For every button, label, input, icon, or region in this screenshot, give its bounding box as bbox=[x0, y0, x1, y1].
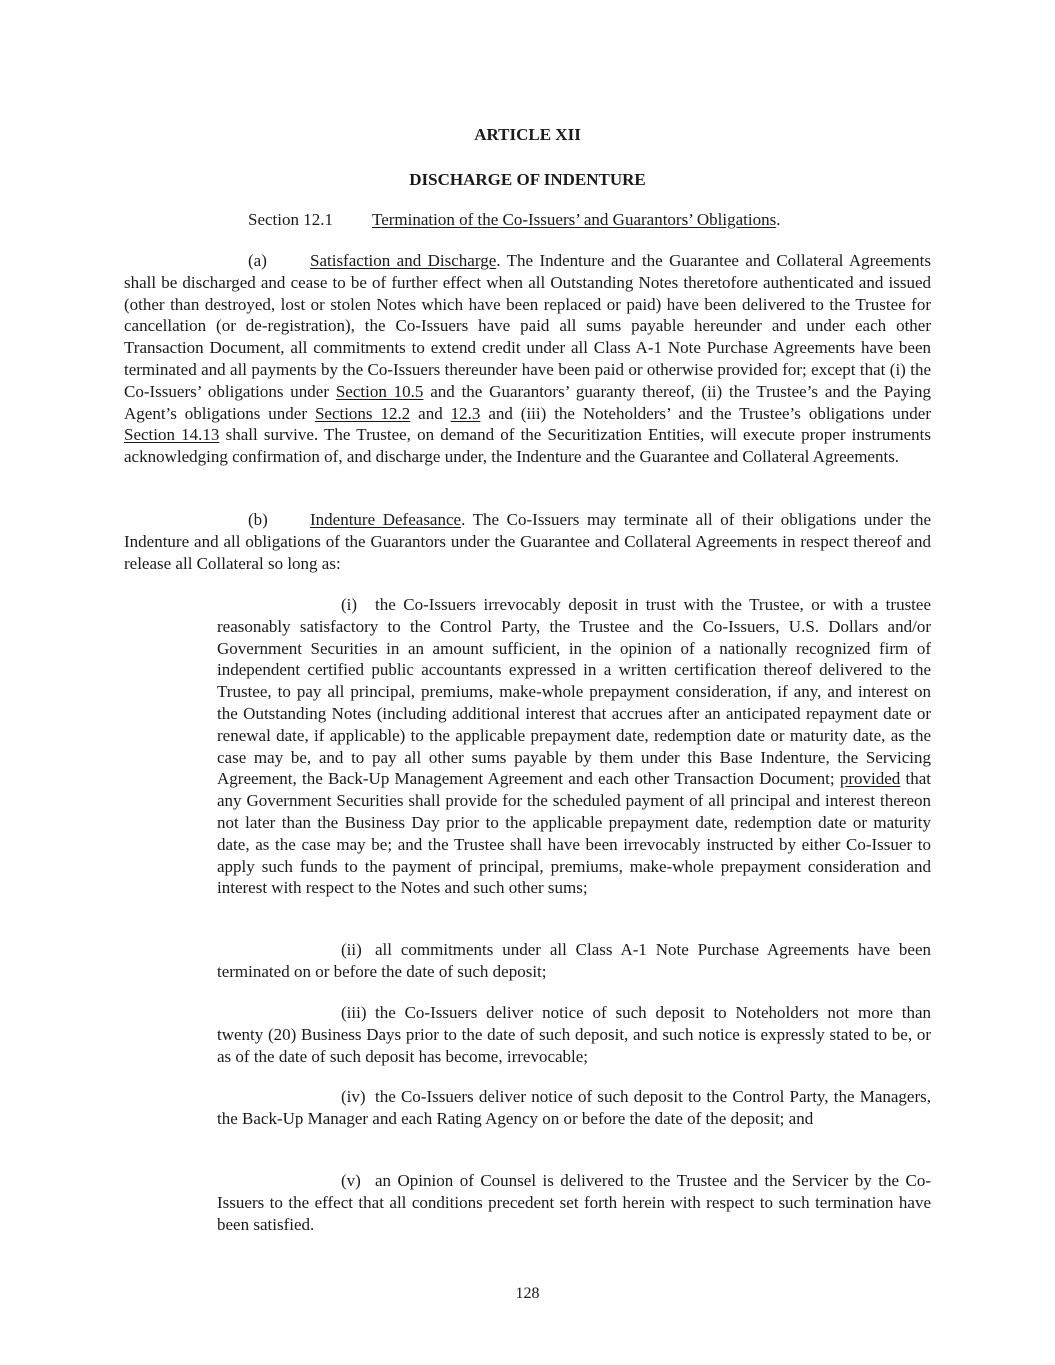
clause-ii bbox=[217, 939, 931, 983]
clause-v-label: (v) bbox=[341, 1171, 361, 1190]
section-reference-link: Section 14.13 bbox=[124, 425, 220, 445]
paragraph-b bbox=[124, 509, 931, 574]
paragraph-a-text-2: and the Guarantors’ guaranty thereof, (ii) the Trustee’s and the Paying Agent’s obligations under bbox=[124, 381, 931, 423]
section-title: Termination of the Co-Issuers’ and Guarantors’ Obligations bbox=[372, 210, 777, 229]
clause-v bbox=[217, 1170, 931, 1235]
paragraph-a-label: (a) bbox=[248, 251, 267, 270]
section-reference-link: Section 10.5 bbox=[335, 381, 424, 401]
clause-iv-label: (iv) bbox=[341, 1087, 366, 1106]
section-reference-link: Sections 12.2 bbox=[314, 403, 411, 423]
clause-iii-text: the Co-Issuers deliver notice of such deposit to Noteholders not more than twenty (20) Business Days prior to the date of such deposit, and such notice is expressly stated to be, or as of the date of such deposit has become, irrevocable; bbox=[217, 1003, 931, 1066]
page-number: 128 bbox=[515, 1285, 540, 1302]
clause-iv bbox=[217, 1086, 931, 1130]
section-title-period: . bbox=[776, 210, 781, 229]
article-title: ARTICLE XII bbox=[474, 125, 581, 144]
paragraph-a-text-3: and bbox=[410, 403, 451, 423]
paragraph-a-text-1: . The Indenture and the Guarantee and Collateral Agreements shall be discharged and cease to be of further effect when all Outstanding Notes theretofore authenticated and issued (other than destroyed, lost or stolen Notes which have been replaced or paid) have been delivered to the Trustee for cancellation (or de-registration), the Co-Issuers have paid all sums payable hereunder and under each other Transaction Document, all commitments to extend credit under all Class A-1 Note Purchase Agreements have been terminated and all payments by the Co-Issuers thereunder have been paid or otherwise provided for; except that (i) the Co-Issuers’ obligations under bbox=[124, 251, 931, 401]
section-heading bbox=[248, 209, 780, 231]
paragraph-a-text-5: shall survive. The Trustee, on demand of the Securitization Entities, will execute proper instruments acknowledging confirmation of, and discharge under, the Indenture and the Guarantee and Collateral Agreements. bbox=[124, 425, 931, 467]
paragraph-b-title: Indenture Defeasance bbox=[310, 510, 462, 529]
clause-i-text-1: the Co-Issuers irrevocably deposit in trust with the Trustee, or with a trustee reasonably satisfactory to the Control Party, the Trustee and the Co-Issuers, U.S. Dollars and/or Government Securities in an amount sufficient, in the opinion of a nationally recognized firm of independent certified public accountants expressed in a written certification thereof delivered to the Trustee, to pay all principal, premiums, make-whole prepayment consideration, if any, and interest on the Outstanding Notes (including additional interest that accrues after an anticipated repayment date or renewal date, if applicable) to the applicable prepayment date, redemption date or maturity date, as the case may be, and to pay all other sums payable by them under this Base Indenture, the Servicing Agreement, the Back-Up Management Agreement and each other Transaction Document; bbox=[217, 595, 931, 789]
paragraph-a bbox=[124, 250, 931, 468]
paragraph-b-label: (b) bbox=[248, 510, 268, 529]
clause-v-text: an Opinion of Counsel is delivered to the Trustee and the Servicer by the Co-Issuers to the effect that all conditions precedent set forth herein with respect to such termination have been satisfied. bbox=[217, 1171, 931, 1234]
provided-term: provided bbox=[839, 769, 901, 789]
paragraph-b-text: . The Co-Issuers may terminate all of their obligations under the Indenture and all obligations of the Guarantors under the Guarantee and Collateral Agreements in respect thereof and release all Collateral so long as: bbox=[124, 510, 931, 573]
clause-ii-label: (ii) bbox=[341, 940, 362, 959]
clause-iv-text: the Co-Issuers deliver notice of such deposit to the Control Party, the Managers, the Back-Up Manager and each Rating Agency on or before the date of the deposit; and bbox=[217, 1087, 931, 1128]
article-heading: DISCHARGE OF INDENTURE bbox=[409, 170, 646, 189]
clause-i bbox=[217, 594, 931, 899]
clause-iii bbox=[217, 1002, 931, 1067]
clause-iii-label: (iii) bbox=[341, 1003, 367, 1022]
paragraph-a-title: Satisfaction and Discharge bbox=[310, 251, 497, 270]
clause-i-text-2: that any Government Securities shall provide for the scheduled payment of all principal and interest thereon not later than the Business Day prior to the applicable prepayment date, redemption date or maturity date, as the case may be; and the Trustee shall have been irrevocably instructed by either Co-Issuer to apply such funds to the payment of principal, premiums, make-whole prepayment consideration and interest with respect to the Notes and such other sums; bbox=[217, 769, 931, 898]
clause-i-label: (i) bbox=[341, 595, 358, 614]
section-number: Section 12.1 bbox=[248, 210, 333, 229]
paragraph-a-text-4: and (iii) the Noteholders’ and the Trustee’s obligations under bbox=[480, 403, 932, 423]
clause-ii-text: all commitments under all Class A-1 Note Purchase Agreements have been terminated on or before the date of such deposit; bbox=[217, 940, 931, 981]
section-reference-link: 12.3 bbox=[450, 403, 481, 423]
